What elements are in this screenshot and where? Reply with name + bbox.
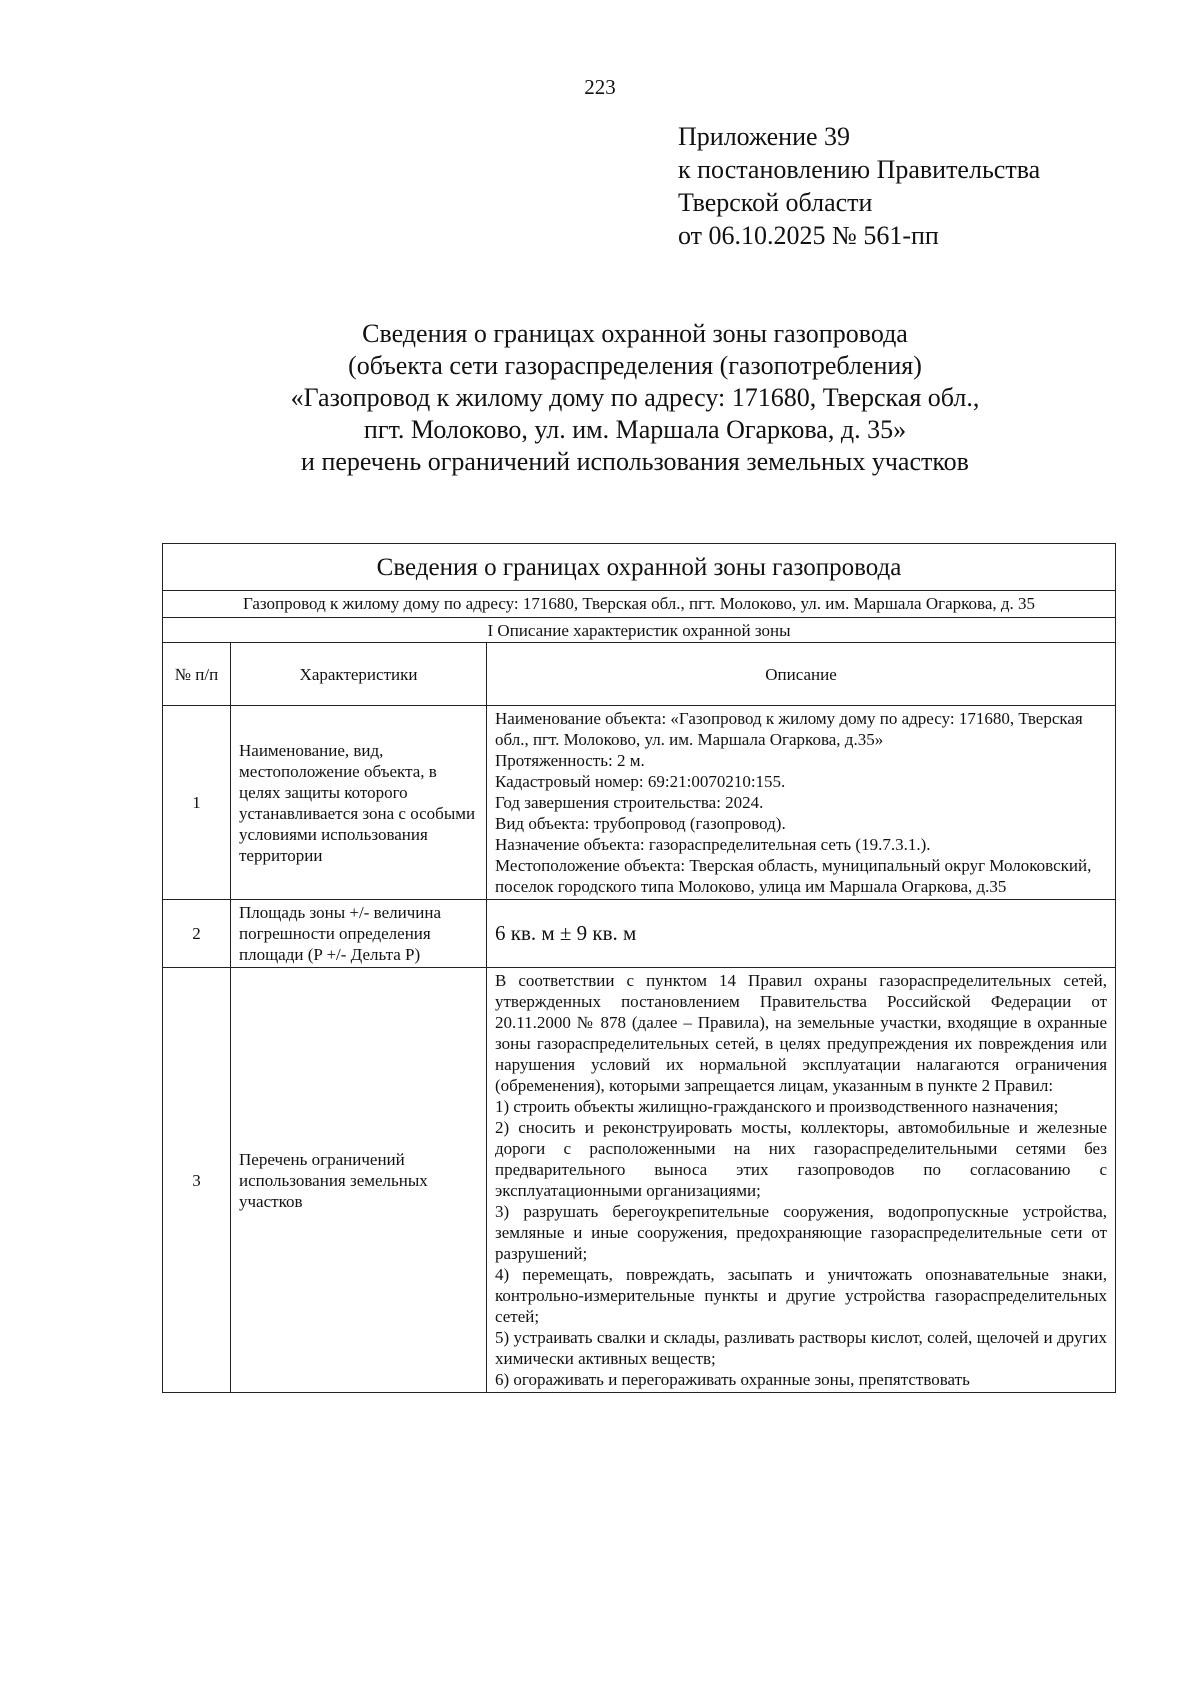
row-number: 3: [163, 968, 231, 1393]
description-line: 1) строить объекты жилищно-гражданского и производственного назначения;: [495, 1097, 1059, 1116]
description-line: 6) огораживать и перегораживать охранные зоны, препятствовать: [495, 1370, 970, 1389]
header-characteristics: Характеристики: [231, 643, 487, 706]
table-row: [163, 900, 1116, 968]
appendix-line: Приложение 39: [678, 122, 851, 151]
appendix-line: от 06.10.2025 № 561-пп: [678, 221, 939, 250]
description-line: 3) разрушать берегоукрепительные сооружения, водопропускные устройства, земляные и иные сооружения, предохраняющие газораспределительные сети от разрушений;: [495, 1202, 1108, 1263]
description-line: 4) перемещать, повреждать, засыпать и уничтожать опознавательные знаки, контрольно-измерительные пункты и другие устройства газораспределительных сетей;: [495, 1265, 1108, 1326]
description-line: Вид объекта: трубопровод (газопровод).: [495, 814, 786, 833]
title-line: пгт. Молоково, ул. им. Маршала Огаркова, д. 35»: [363, 415, 907, 444]
description-line: 2) сносить и реконструировать мосты, коллекторы, автомобильные и железные дороги с расположенными на них газораспределительными сетями без предварительного выноса этих газопроводов по согласованию с эксплуатационными организациями;: [495, 1118, 1108, 1200]
row-description: [487, 968, 1116, 1393]
row-description: [487, 706, 1116, 900]
description-line: В соответствии с пунктом 14 Правил охраны газораспределительных сетей, утвержденных постановлением Правительства Российской Федерации от 20.11.2000 № 878 (далее – Правила), на земельные участки, входящие в охранные зоны газораспределительных сетей, в целях предупреждения их повреждения или нарушения условий их нормальной эксплуатации налагаются ограничения (обременения), которыми запрещается лицам, указанным в пункте 2 Правил:: [495, 971, 1108, 1095]
row-number: 1: [163, 706, 231, 900]
description-line: 5) устраивать свалки и склады, разливать растворы кислот, солей, щелочей и других химически активных веществ;: [495, 1328, 1108, 1368]
title-line: и перечень ограничений использования земельных участков: [301, 447, 969, 476]
row-characteristic: Наименование, вид, местоположение объекта, в целях защиты которого устанавливается зона с особыми условиями использования территории: [231, 706, 487, 900]
description-line: Назначение объекта: газораспределительная сеть (19.7.3.1.).: [495, 835, 931, 854]
table-header-row: [163, 643, 1116, 706]
table-row: [163, 968, 1116, 1393]
table-title: Сведения о границах охранной зоны газопровода: [163, 544, 1116, 591]
description-line: Местоположение объекта: Тверская область, муниципальный округ Молоковский, поселок городского типа Молоково, улица им Маршала Огаркова, д.35: [495, 856, 1092, 896]
row-number: 2: [163, 900, 231, 968]
row-characteristic: Площадь зоны +/- величина погрешности определения площади (P +/- Дельта P): [231, 900, 487, 968]
description-line: Наименование объекта: «Газопровод к жилому дому по адресу: 171680, Тверская обл., пгт. Молоково, ул. им. Маршала Огаркова, д.35»: [495, 709, 1083, 749]
zone-table: [162, 543, 1116, 1393]
description-line: Год завершения строительства: 2024.: [495, 793, 764, 812]
document-title: [200, 318, 1070, 478]
table-title-row: [163, 544, 1116, 591]
appendix-block: [678, 120, 1040, 252]
section-row: [163, 618, 1116, 643]
description-line: Кадастровый номер: 69:21:0070210:155.: [495, 772, 786, 791]
section-heading: I Описание характеристик охранной зоны: [163, 618, 1116, 643]
description-line: Протяженность: 2 м.: [495, 751, 645, 770]
appendix-line: к постановлению Правительства: [678, 155, 1041, 184]
title-line: Сведения о границах охранной зоны газопровода: [362, 319, 908, 348]
header-num: № п/п: [163, 643, 231, 706]
page-number: 223: [584, 75, 616, 99]
appendix-line: Тверской области: [678, 188, 873, 217]
title-line: (объекта сети газораспределения (газопотребления): [348, 351, 922, 380]
object-name-row: [163, 591, 1116, 618]
title-line: «Газопровод к жилому дому по адресу: 171680, Тверская обл.,: [290, 383, 980, 412]
row-characteristic: Перечень ограничений использования земельных участков: [231, 968, 487, 1393]
object-name: Газопровод к жилому дому по адресу: 171680, Тверская обл., пгт. Молоково, ул. им. Маршала Огаркова, д. 35: [163, 591, 1116, 618]
area-value: 6 кв. м ± 9 кв. м: [487, 900, 1116, 968]
table-row: [163, 706, 1116, 900]
header-description: Описание: [487, 643, 1116, 706]
